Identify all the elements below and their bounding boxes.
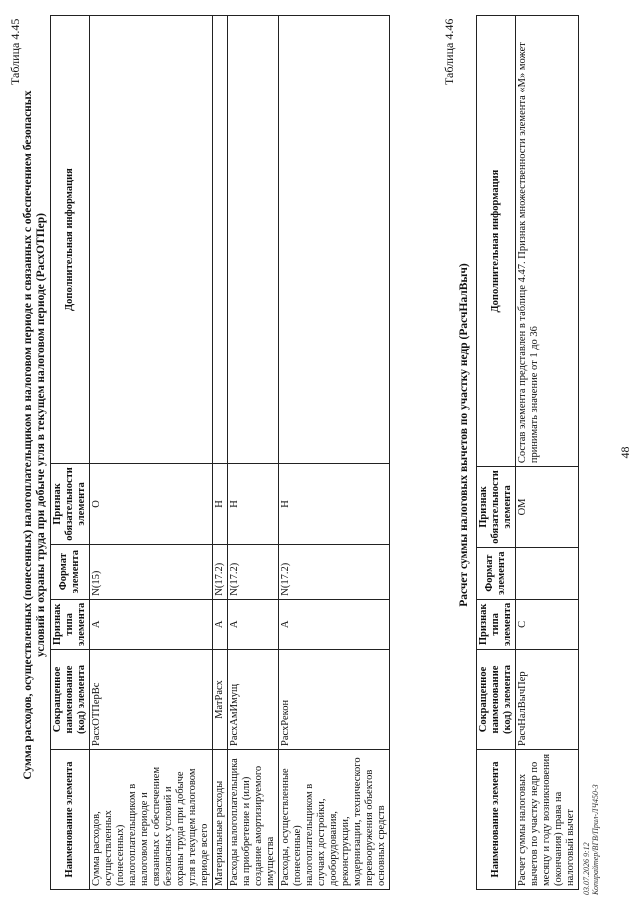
col-header-info: Дополнительная информация: [51, 16, 90, 464]
cell-required: ОМ: [516, 467, 579, 548]
cell-name: Сумма расходов, осуществленных (понесенных) налогоплательщиком в налоговом периоде и связанных с обеспечением безопасных условий и охраны труда при добыче угля в текущем налоговом периоде всего: [90, 750, 213, 890]
col-header-type: Признак типа элемента: [477, 599, 516, 649]
col-header-code: Сокращенное наименование (код) элемента: [51, 650, 90, 750]
col-header-format: Формат элемента: [51, 544, 90, 599]
cell-code: МатРасх: [213, 650, 228, 750]
table-4-46: [476, 15, 579, 890]
table-row: [90, 16, 213, 890]
table-row: [213, 16, 228, 890]
cell-code: РасхРекон: [279, 650, 390, 750]
cell-name: Расходы налогоплательщика на приобретение и (или) создание амортизируемого имущества: [228, 750, 279, 890]
cell-type: А: [279, 599, 390, 649]
cell-type: А: [213, 599, 228, 649]
table-title-4-45: [22, 5, 48, 865]
table-label-4-45: Таблица 4.45: [8, 18, 22, 85]
cell-format: N(17.2): [228, 544, 279, 599]
col-header-name: Наименование элемента: [51, 750, 90, 890]
cell-info: [279, 16, 390, 464]
table-header-row: [477, 16, 516, 890]
table-header-row: [51, 16, 90, 890]
cell-info: [228, 16, 279, 464]
col-header-format: Формат элемента: [477, 547, 516, 599]
cell-code: РасхАмИмущ: [228, 650, 279, 750]
cell-info: Состав элемента представлен в таблице 4.47. Признак множественности элемента «М» может принимать значение от 1 до 36: [516, 16, 579, 467]
table-title-4-45-line2: условий и охраны труда при добыче угля в текущем налоговом периоде (РасхОТПер): [35, 213, 47, 658]
cell-format: N(17.2): [279, 544, 390, 599]
cell-format: N(15): [90, 544, 213, 599]
cell-required: Н: [213, 464, 228, 545]
table-title-4-46: Расчет суммы налоговых вычетов по участку недр (РасчНалВыч): [458, 263, 470, 607]
cell-name: Материальные расходы: [213, 750, 228, 890]
cell-format: N(17.2): [213, 544, 228, 599]
cell-info: [90, 16, 213, 464]
col-header-type: Признак типа элемента: [51, 599, 90, 649]
col-header-name: Наименование элемента: [477, 750, 516, 890]
cell-type: А: [90, 599, 213, 649]
col-header-code: Сокращенное наименование (код) элемента: [477, 650, 516, 750]
cell-format: [516, 547, 579, 599]
stamp-line1: 03.07.2026 9:12: [582, 842, 591, 895]
document-stamp: [582, 784, 600, 895]
cell-required: Н: [279, 464, 390, 545]
stamp-line2: Копирайтер/ВГВ/Прил-ЛЧ450-3: [591, 784, 600, 895]
table-row: [279, 16, 390, 890]
table-row: [228, 16, 279, 890]
cell-code: РасчНалВычПер: [516, 650, 579, 750]
table-row: [516, 16, 579, 890]
col-header-required: Признак обязательности элемента: [477, 467, 516, 548]
cell-name: Расходы, осуществленные (понесенные) налогоплательщиком в случаях достройки, дооборудования, реконструкции, модернизации, технического перевооружения объектов основных средств: [279, 750, 390, 890]
cell-type: А: [228, 599, 279, 649]
table-title-4-45-line1: Сумма расходов, осуществленных (понесенных) налогоплательщиком в налоговом периоде и связанных с обеспечением безопасных: [22, 90, 34, 780]
col-header-info: Дополнительная информация: [477, 16, 516, 467]
table-4-45: [50, 15, 390, 890]
cell-required: Н: [228, 464, 279, 545]
table-label-4-46: Таблица 4.46: [442, 18, 456, 85]
page-number: 48: [618, 446, 632, 459]
cell-info: [213, 16, 228, 464]
cell-name: Расчет суммы налоговых вычетов по участку недр по месяцу и году возникновения (окончания) права на налоговый вычет: [516, 750, 579, 890]
cell-type: С: [516, 599, 579, 649]
cell-code: РасхОТПерВс: [90, 650, 213, 750]
cell-required: О: [90, 464, 213, 545]
col-header-required: Признак обязательности элемента: [51, 464, 90, 545]
